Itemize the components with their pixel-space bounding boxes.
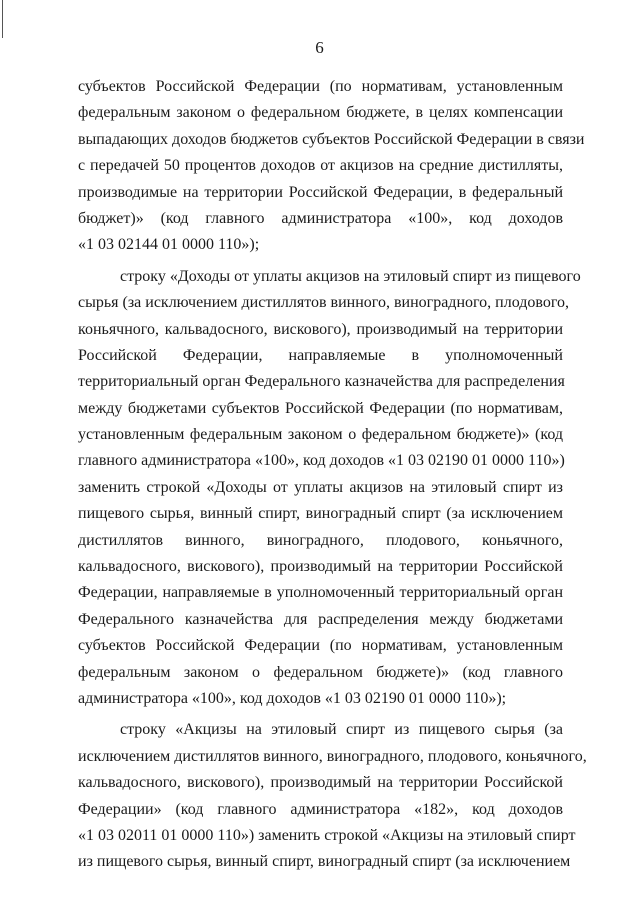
page-number: 6 bbox=[315, 38, 324, 57]
text-line: бюджет)» (код главного администратора «100», код доходов bbox=[78, 209, 563, 227]
text-line: «1 03 02011 01 0000 110») заменить строкой «Акцизы на этиловый спирт bbox=[78, 826, 576, 844]
text-line: из пищевого сырья, винный спирт, виноградный спирт (за исключением bbox=[78, 853, 571, 871]
text-line: исключением дистиллятов винного, виноградного, плодового, коньячного, bbox=[78, 747, 587, 765]
text-line: кальвадосного, вискового), производимый на территории Российской bbox=[78, 558, 563, 576]
text-line: главного администратора «100», код доходов «1 03 02190 01 0000 110») bbox=[78, 452, 565, 470]
text-line: Федерации, направляемые в уполномоченный территориальный орган bbox=[78, 584, 563, 602]
text-line: строку «Акцизы на этиловый спирт из пищевого сырья (за bbox=[120, 721, 563, 739]
paragraph bbox=[78, 717, 587, 875]
text-line: Федерального казначейства для распределения между бюджетами bbox=[78, 610, 563, 628]
text-line: федеральным законом о федеральном бюджете, в целях компенсации bbox=[78, 104, 563, 122]
paragraph bbox=[78, 264, 581, 713]
text-line: сырья (за исключением дистиллятов винного, виноградного, плодового, bbox=[78, 294, 569, 312]
text-line: пищевого сырья, винный спирт, виноградный спирт (за исключением bbox=[78, 505, 563, 523]
text-line: выпадающих доходов бюджетов субъектов Российской Федерации в связи bbox=[78, 130, 585, 148]
text-line: субъектов Российской Федерации (по нормативам, установленным bbox=[78, 637, 563, 655]
text-line: субъектов Российской Федерации (по нормативам, установленным bbox=[78, 78, 563, 95]
text-line: администратора «100», код доходов «1 03 02190 01 0000 110»); bbox=[78, 689, 507, 707]
paragraph bbox=[78, 74, 585, 259]
text-line: территориальный орган Федерального казначейства для распределения bbox=[78, 373, 565, 391]
text-line: строку «Доходы от уплаты акцизов на этиловый спирт из пищевого bbox=[120, 267, 581, 285]
text-line: установленным федеральным законом о федеральном бюджете)» (код bbox=[78, 426, 563, 444]
text-line: между бюджетами субъектов Российской Федерации (по нормативам, bbox=[78, 399, 563, 417]
text-line: федеральным законом о федеральном бюджете)» (код главного bbox=[78, 663, 563, 681]
text-line: заменить строкой «Доходы от уплаты акцизов на этиловый спирт из bbox=[78, 478, 563, 496]
text-line: производимые на территории Российской Федерации, в федеральный bbox=[78, 183, 563, 201]
scan-edge-mark bbox=[2, 0, 3, 38]
text-line: кальвадосного, вискового), производимый на территории Российской bbox=[78, 774, 563, 792]
text-line: Российской Федерации, направляемые в уполномоченный bbox=[78, 346, 563, 364]
text-line: Федерации» (код главного администратора «182», код доходов bbox=[78, 800, 563, 818]
text-line: «1 03 02144 01 0000 110»); bbox=[78, 236, 260, 254]
text-line: с передачей 50 процентов доходов от акцизов на средние дистилляты, bbox=[78, 157, 563, 175]
body-text bbox=[78, 74, 587, 876]
text-line: коньячного, кальвадосного, вискового), производимый на территории bbox=[78, 320, 563, 338]
text-line: дистиллятов винного, виноградного, плодового, коньячного, bbox=[78, 531, 563, 549]
